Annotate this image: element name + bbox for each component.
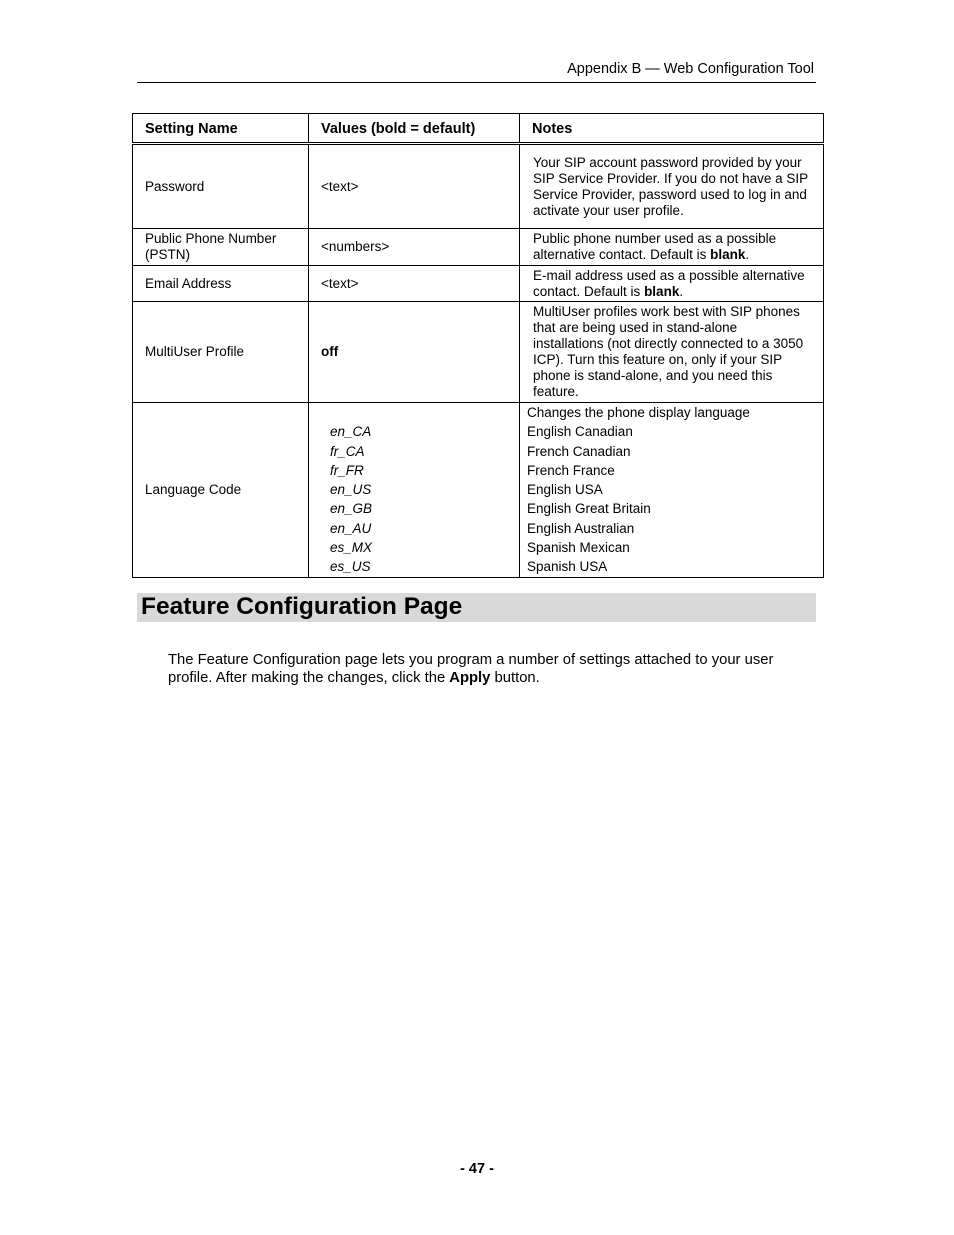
section-heading: Feature Configuration Page (141, 593, 463, 620)
setting-notes-email (520, 266, 824, 302)
notes-text: E-mail address used as a possible alternative contact. Default is (533, 267, 805, 299)
setting-notes-language (520, 403, 824, 578)
setting-name-email: Email Address (133, 266, 309, 302)
language-name: English USA (527, 482, 603, 498)
setting-name-pstn: Public Phone Number (PSTN) (133, 229, 309, 266)
column-header-notes: Notes (520, 114, 824, 144)
notes-text-end: . (679, 283, 684, 299)
language-name: English Australian (527, 520, 635, 536)
body-paragraph (168, 651, 818, 688)
running-header: Appendix B — Web Configuration Tool (567, 61, 814, 77)
setting-value-password: <text> (309, 144, 520, 229)
notes-default-value: blank (710, 247, 746, 262)
page-number: - 47 - (460, 1161, 494, 1177)
language-notes-intro: Changes the phone display language (527, 405, 750, 420)
notes-default-value: blank (644, 283, 680, 299)
setting-notes-multiuser: MultiUser profiles work best with SIP phones that are being used in stand-alone installations (not directly connected to a 3050 ICP). Turn this feature on, only if your SIP phone is stand-alone, and you need this feature. (520, 302, 824, 403)
setting-value-language (309, 403, 520, 578)
paragraph-text-end: button. (490, 670, 540, 687)
language-code: fr_CA (330, 443, 365, 459)
language-code: fr_FR (330, 462, 364, 478)
language-code: en_GB (330, 501, 373, 517)
notes-text-end: . (745, 247, 750, 262)
setting-name-password: Password (133, 144, 309, 229)
language-name: French Canadian (527, 443, 631, 459)
setting-notes-pstn (520, 229, 824, 266)
notes-text: Public phone number used as a possible alternative contact. Default is (533, 231, 777, 262)
table-row (133, 403, 824, 578)
language-name: French France (527, 462, 615, 478)
language-name: English Canadian (527, 424, 633, 440)
settings-table (132, 113, 824, 578)
setting-value-pstn: <numbers> (309, 229, 520, 266)
setting-notes-password: Your SIP account password provided by your SIP Service Provider. If you do not have a SIP Service Provider, password used to log in and activate your user profile. (520, 144, 824, 229)
language-name: Spanish Mexican (527, 540, 630, 556)
apply-button-reference: Apply (449, 670, 491, 687)
column-header-values: Values (bold = default) (309, 114, 520, 144)
spacer (330, 403, 519, 422)
language-code: es_US (330, 559, 371, 575)
table-row (133, 266, 824, 302)
column-header-setting-name: Setting Name (133, 114, 309, 144)
language-code: en_CA (330, 424, 372, 440)
language-name: English Great Britain (527, 501, 651, 517)
language-name: Spanish USA (527, 559, 608, 575)
setting-name-multiuser: MultiUser Profile (133, 302, 309, 403)
language-code: en_US (330, 482, 372, 498)
header-rule (137, 82, 816, 83)
paragraph-text: The Feature Configuration page lets you program a number of settings attached to your user profile. After making the changes, click the (168, 651, 774, 687)
setting-name-language: Language Code (133, 403, 309, 578)
table-row (133, 302, 824, 403)
table-header-row (133, 114, 824, 144)
language-code: es_MX (330, 540, 373, 556)
setting-value-multiuser: off (309, 302, 520, 403)
setting-value-email: <text> (309, 266, 520, 302)
table-row (133, 144, 824, 229)
language-code: en_AU (330, 520, 372, 536)
table-row (133, 229, 824, 266)
